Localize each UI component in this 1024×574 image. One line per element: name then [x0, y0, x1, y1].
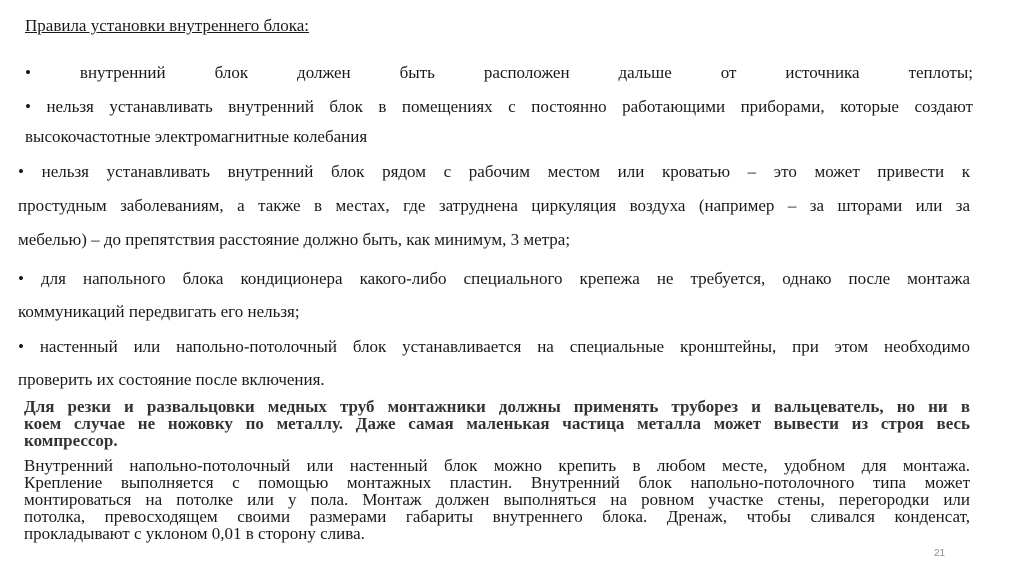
- mounting-paragraph-line-4: потолка, превосходящем своими размерами габариты внутреннего блока. Дренаж, чтобы сливался конденсат,: [24, 507, 970, 526]
- bullet-hf-devices-line-1: • нельзя устанавливать внутренний блок в помещениях с постоянно работающими приборами, которые создают: [25, 97, 973, 116]
- bullet-workplace-line-1: • нельзя устанавливать внутренний блок рядом с рабочим местом или кроватью – это может привести к: [18, 162, 970, 181]
- pipe-cutting-note: [24, 398, 970, 449]
- slide-title: Правила установки внутреннего блока:: [25, 16, 310, 35]
- bullet-heat-source: [25, 58, 973, 88]
- bullet-floor-unit: [18, 262, 970, 328]
- mounting-paragraph-line-3: монтироваться на потолке или у пола. Монтаж должен выполняться на ровном участке стены, перегородки или: [24, 490, 970, 509]
- bullet-heat-source-line: • внутренний блок должен быть расположен дальше от источника теплоты;: [25, 63, 973, 82]
- pipe-cutting-note-line-3: компрессор.: [24, 431, 118, 450]
- bullet-wall-unit: [18, 330, 970, 396]
- mounting-paragraph-line-2: Крепление выполняется с помощью монтажных пластин. Внутренний блок напольно-потолочного типа может: [24, 473, 970, 492]
- bullet-workplace-line-3: мебелью) – до препятствия расстояние должно быть, как минимум, 3 метра;: [18, 230, 571, 249]
- pipe-cutting-note-line-2: коем случае не ножовку по металлу. Даже самая маленькая частица металла может вывести из строя весь: [24, 414, 970, 433]
- bullet-hf-devices: [25, 92, 973, 152]
- bullet-floor-unit-line-1: • для напольного блока кондиционера какого-либо специального крепежа не требуется, однако после монтажа: [18, 269, 970, 288]
- pipe-cutting-note-line-1: Для резки и развальцовки медных труб монтажники должны применять труборез и вальцеватель, но ни в: [24, 397, 970, 416]
- bullet-wall-unit-line-1: • настенный или напольно-потолочный блок устанавливается на специальные кронштейны, при этом необходимо: [18, 337, 970, 356]
- bullet-floor-unit-line-2: коммуникаций передвигать его нельзя;: [18, 302, 300, 321]
- page-number: 21: [934, 548, 946, 559]
- bullet-wall-unit-line-2: проверить их состояние после включения.: [18, 370, 325, 389]
- mounting-paragraph: [24, 457, 970, 542]
- mounting-paragraph-line-5: прокладывают с уклоном 0,01 в сторону слива.: [24, 524, 365, 543]
- bullet-workplace: [18, 155, 970, 257]
- bullet-workplace-line-2: простудным заболеваниям, а также в местах, где затруднена циркуляция воздуха (например – за шторами или за: [18, 196, 970, 215]
- bullet-hf-devices-line-2: высокочастотные электромагнитные колебания: [25, 127, 368, 146]
- mounting-paragraph-line-1: Внутренний напольно-потолочный или настенный блок можно крепить в любом месте, удобном для монтажа.: [24, 456, 970, 475]
